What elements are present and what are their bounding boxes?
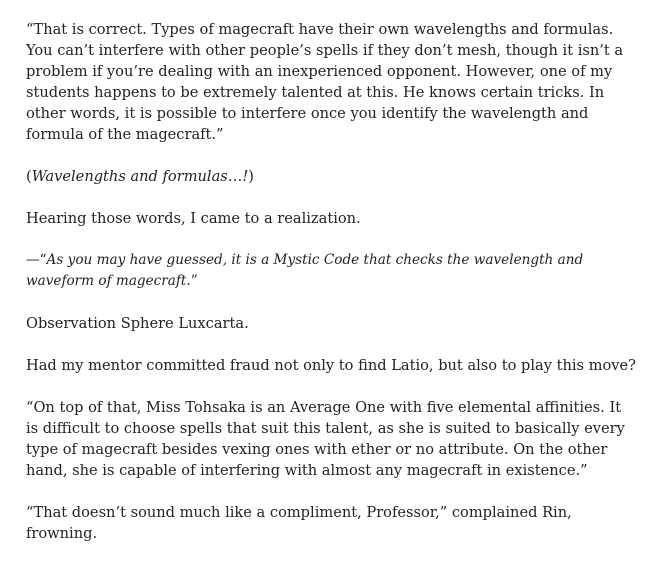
paragraph-5: Observation Sphere Luxcarta.: [26, 315, 249, 332]
paren-open: (: [26, 168, 32, 185]
paragraph-3: Hearing those words, I came to a realization.: [26, 210, 361, 227]
dash-quote-open: —“: [26, 252, 47, 268]
quote-close: ”: [190, 273, 198, 289]
paragraph-6: Had my mentor committed fraud not only to find Latio, but also to play this move?: [26, 357, 636, 374]
italic-thought: Wavelengths and formulas…!: [31, 168, 249, 185]
paragraph-2: [26, 166, 636, 187]
paren-close: ): [248, 168, 254, 185]
italic-dialogue: As you may have guessed, it is a Mystic Code that checks the wavelength and waveform of magecraft.: [26, 252, 584, 289]
paragraph-7: “On top of that, Miss Tohsaka is an Average One with five elemental affinities. It is difficult to choose spells that suit this talent, as she is suited to basically every type of magecraft besides vexing ones with ether or no attribute. On the other hand, she is capable of interfering with almost any magecraft in existence.”: [26, 399, 625, 479]
paragraph-4: [26, 250, 636, 292]
article-body: [26, 19, 636, 565]
paragraph-8: “That doesn’t sound much like a compliment, Professor,” complained Rin, frowning.: [26, 504, 572, 542]
paragraph-1: “That is correct. Types of magecraft have their own wavelengths and formulas. You can’t interfere with other people’s spells if they don’t mesh, though it isn’t a problem if you’re dealing with an inexperienced opponent. However, one of my students happens to be extremely talented at this. He knows certain tricks. In other words, it is possible to interfere once you identify the wavelength and formula of the magecraft.”: [26, 21, 624, 143]
